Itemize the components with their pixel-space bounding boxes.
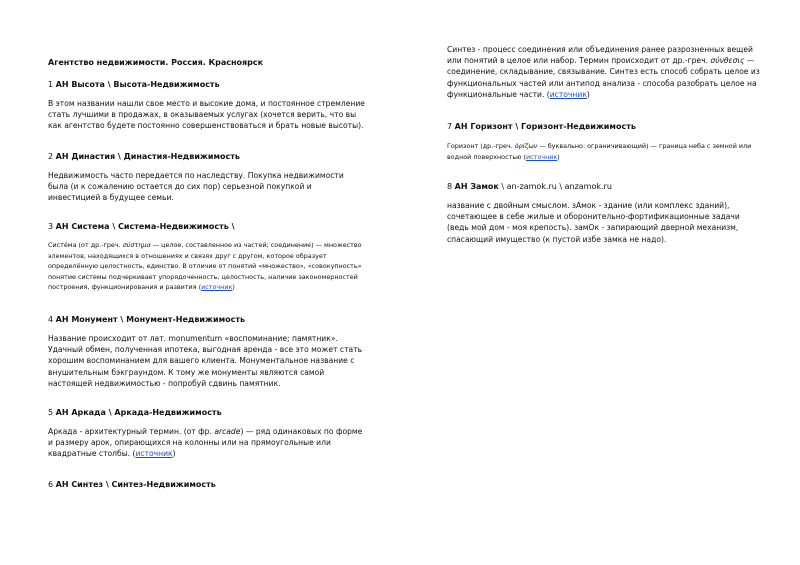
section-7-heading: 7 АН Горизонт \ Горизонт-Недвижимость bbox=[447, 122, 636, 131]
section-5-text: Аркада - архитектурный термин. (от фр. arcade) — ряд одинаковых по форме и размеру арок, опирающихся на колонны или на прямоугольные или квадратные столбы. (источник) bbox=[48, 427, 363, 459]
section-8-text: название с двойным смыслом. зАмок - здание (или комплекс зданий), сочетающее в себе жилые и оборонительно-фортификационные задачи (ведь мой дом - моя крепость). замОк - запирающий дверной механизм, спасающий имущество (к пустой избе замка не надо). bbox=[447, 201, 740, 244]
section-1-heading: 1 АН Высота \ Высота-Недвижимость bbox=[48, 80, 220, 89]
section-4-heading: 4 АН Монумент \ Монумент-Недвижимость bbox=[48, 315, 246, 324]
section-5-heading: 5 АН Аркада \ Аркада-Недвижимость bbox=[48, 408, 222, 417]
section-1-text: В этом названии нашли свое место и высокие дома, и постоянное стремление стать лучшими в продажах, в оказываемых услугах (хочется верить, что вы как агентство будете постоянно совершенствоваться и брать новые высоты). bbox=[48, 99, 365, 131]
section-6-heading: 6 АН Синтез \ Синтез-Недвижимость bbox=[48, 480, 216, 489]
section-4-text: Название происходит от лат. monumentum «воспоминание; памятник». Удачный обмен, полученная ипотека, выгодная аренда - все это может стать хорошим воспоминанием для вашего клиента. Монументальное название с внушительным бэкграундом. К тому же монументы являются самой настоящей недвижимостью - попробуй сдвинь памятник. bbox=[48, 334, 363, 388]
section-7-text: Горизонт (др.-греч. ὁρίζων — буквально: ограничивающий) — граница неба с земной или водной поверхностью (источник) bbox=[447, 142, 752, 161]
section-6-text: Синтез - процесс соединения или объединения ранее разрозненных вещей или понятий в целое или набор. Термин происходит от др.-греч. σύνθεσις — соединение, складывание, связывание. Синтез есть способ собрать целое из функциональных частей или антипод анализа - способа разобрать целое на функциональные части. (источник) bbox=[447, 45, 760, 99]
section-2-heading: 2 АН Династия \ Династия-Недвижимость bbox=[48, 152, 240, 161]
section-6-source-link[interactable]: источник bbox=[549, 89, 587, 99]
section-3-source-link[interactable]: источник bbox=[201, 283, 233, 292]
section-2-text: Недвижимость часто передается по наследству. Покупка недвижимости была (и к сожалению остается до сих пор) серьезной покупкой и инвестицией в будущее семьи. bbox=[48, 171, 344, 203]
section-3-text: Систе́ма (от др.-греч. σύστημα — целое, составленное из частей; соединение) — множество элементов, находящихся в отношениях и связях друг с другом, которое образует определённую целостность, единство. В отличие от понятий «множество», «совокупность» понятие системы подчеркивает упорядоченность, целостность, наличие закономерностей построения, функционирования и развития (источник) bbox=[48, 241, 362, 292]
section-8-heading: 8 АН Замок \ an-zamok.ru \ anzamok.ru bbox=[447, 182, 612, 191]
document-title: Агентство недвижимости. Россия. Красноярск bbox=[48, 58, 264, 67]
section-7-source-link[interactable]: источник bbox=[526, 152, 558, 161]
section-5-source-link[interactable]: источник bbox=[135, 449, 173, 459]
section-3-heading: 3 АН Система \ Система-Недвижимость \ bbox=[48, 222, 235, 231]
